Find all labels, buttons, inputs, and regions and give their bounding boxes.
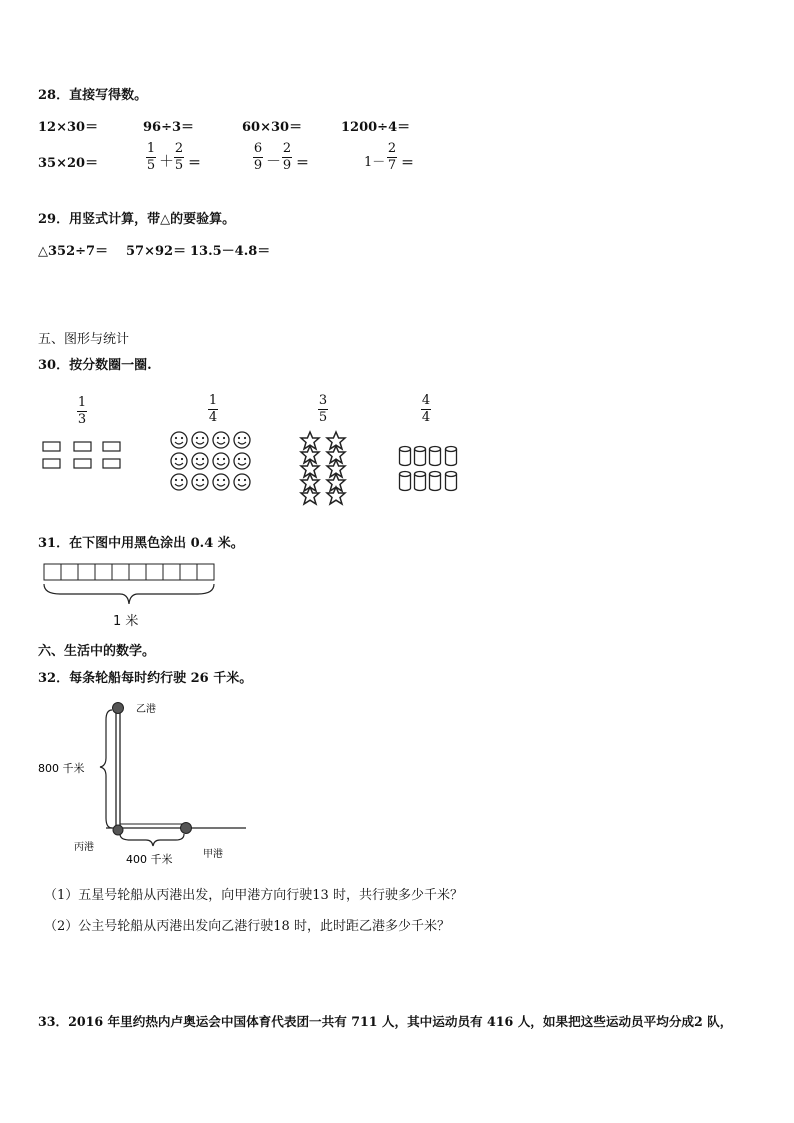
smiley-icon <box>192 432 208 448</box>
q33-text: 33．2016 年里约热内卢奥运会中国体育代表团一共有 711 人，其中运动员有 416 人，如果把这些运动员平均分成2 队， <box>38 1014 733 1029</box>
minus-sign: － <box>266 152 282 170</box>
smiley-icon <box>234 474 250 490</box>
smiley-icon <box>171 453 187 469</box>
horizontal-brace <box>120 834 184 846</box>
brace <box>44 584 214 604</box>
port-yi-marker <box>113 703 124 714</box>
port-bing-marker <box>113 825 123 835</box>
strip-label: 1 米 <box>113 614 139 629</box>
q28-expr-2: 96÷3＝ <box>143 120 195 135</box>
meter-strip <box>40 562 220 612</box>
cylinder-icon <box>446 472 457 491</box>
strip-segment[interactable] <box>44 564 61 580</box>
fraction-2-7: 2 7 <box>387 141 397 173</box>
rectangle-icon <box>103 459 120 468</box>
q29-item-1: △352÷7＝ <box>38 244 109 259</box>
q31-title: 31．在下图中用黑色涂出 0.4 米。 <box>38 536 244 551</box>
q28-expr-3: 60×30＝ <box>242 120 303 135</box>
smiley-icon <box>213 453 229 469</box>
fraction-2-5: 2 5 <box>174 141 184 173</box>
strip-segment[interactable] <box>61 564 78 580</box>
strip-segment[interactable] <box>129 564 146 580</box>
smiley-icon <box>213 474 229 490</box>
cylinder-icon <box>400 447 411 466</box>
smiley-icon <box>171 432 187 448</box>
vertical-distance-label: 800 千米 <box>38 762 85 775</box>
horizontal-distance-label: 400 千米 <box>126 853 173 866</box>
q30-fraction-4: 4 4 <box>421 393 431 425</box>
strip-segment[interactable] <box>180 564 197 580</box>
q28-expr-5: 35×20＝ <box>38 156 99 171</box>
cylinder-icon <box>415 472 426 491</box>
q29-item-2: 57×92＝ <box>126 244 187 259</box>
star-group <box>296 430 352 506</box>
q32-sub-1: （1）五星号轮船从丙港出发，向甲港方向行驶13 时，共行驶多少千米？ <box>44 888 463 903</box>
section-6-heading: 六、生活中的数学。 <box>38 644 156 659</box>
port-yi-label: 乙港 <box>136 704 156 715</box>
plus-sign: ＋ <box>159 152 175 170</box>
smiley-icon <box>192 474 208 490</box>
smiley-icon <box>234 453 250 469</box>
smiley-icon <box>192 453 208 469</box>
port-map <box>30 696 260 876</box>
q30-fraction-2: 1 4 <box>208 393 218 425</box>
cylinder-icon <box>446 447 457 466</box>
one-minus: 1－ <box>364 155 386 170</box>
cylinder-group <box>396 442 462 494</box>
strip-segment[interactable] <box>146 564 163 580</box>
q28-title: 28．直接写得数。 <box>38 88 148 103</box>
q32-sub-2: （2）公主号轮船从丙港出发向乙港行驶18 时，此时距乙港多少千米？ <box>44 919 450 934</box>
q30-fraction-1: 1 3 <box>77 395 87 427</box>
cylinder-icon <box>415 447 426 466</box>
smiley-icon <box>213 432 229 448</box>
q32-title: 32．每条轮船每时约行驶 26 千米。 <box>38 671 253 686</box>
equals-sign: ＝ <box>296 156 310 171</box>
q28-expr-4: 1200÷4＝ <box>341 120 411 135</box>
q28-expr-1: 12×30＝ <box>38 120 99 135</box>
section-5-heading: 五、图形与统计 <box>38 332 130 347</box>
q29-item-3: 13.5－4.8＝ <box>190 244 271 259</box>
rectangle-icon <box>103 442 120 451</box>
rectangle-icon <box>74 442 91 451</box>
cylinder-icon <box>430 472 441 491</box>
port-jia-label: 甲港 <box>203 849 223 860</box>
q30-fraction-3: 3 5 <box>318 393 328 425</box>
rectangle-icon <box>43 442 60 451</box>
fraction-2-9: 2 9 <box>282 141 292 173</box>
strip-segment[interactable] <box>112 564 129 580</box>
strip-segment[interactable] <box>78 564 95 580</box>
q29-title: 29．用竖式计算，带△的要验算。 <box>38 212 236 227</box>
equals-sign: ＝ <box>401 156 415 171</box>
strip-segment[interactable] <box>95 564 112 580</box>
fraction-1-5: 1 5 <box>146 141 156 173</box>
strip-segment[interactable] <box>163 564 180 580</box>
rectangle-group <box>40 438 126 472</box>
cylinder-icon <box>430 447 441 466</box>
cylinder-icon <box>400 472 411 491</box>
vertical-brace <box>100 710 112 828</box>
port-bing-label: 丙港 <box>74 842 94 853</box>
smiley-icon <box>171 474 187 490</box>
equals-sign: ＝ <box>188 156 202 171</box>
q30-title: 30．按分数圈一圈. <box>38 358 152 373</box>
smiley-icon <box>234 432 250 448</box>
rectangle-icon <box>74 459 91 468</box>
port-jia-marker <box>181 823 192 834</box>
strip-segment[interactable] <box>197 564 214 580</box>
smiley-group <box>168 430 254 492</box>
rectangle-icon <box>43 459 60 468</box>
fraction-6-9: 6 9 <box>253 141 263 173</box>
